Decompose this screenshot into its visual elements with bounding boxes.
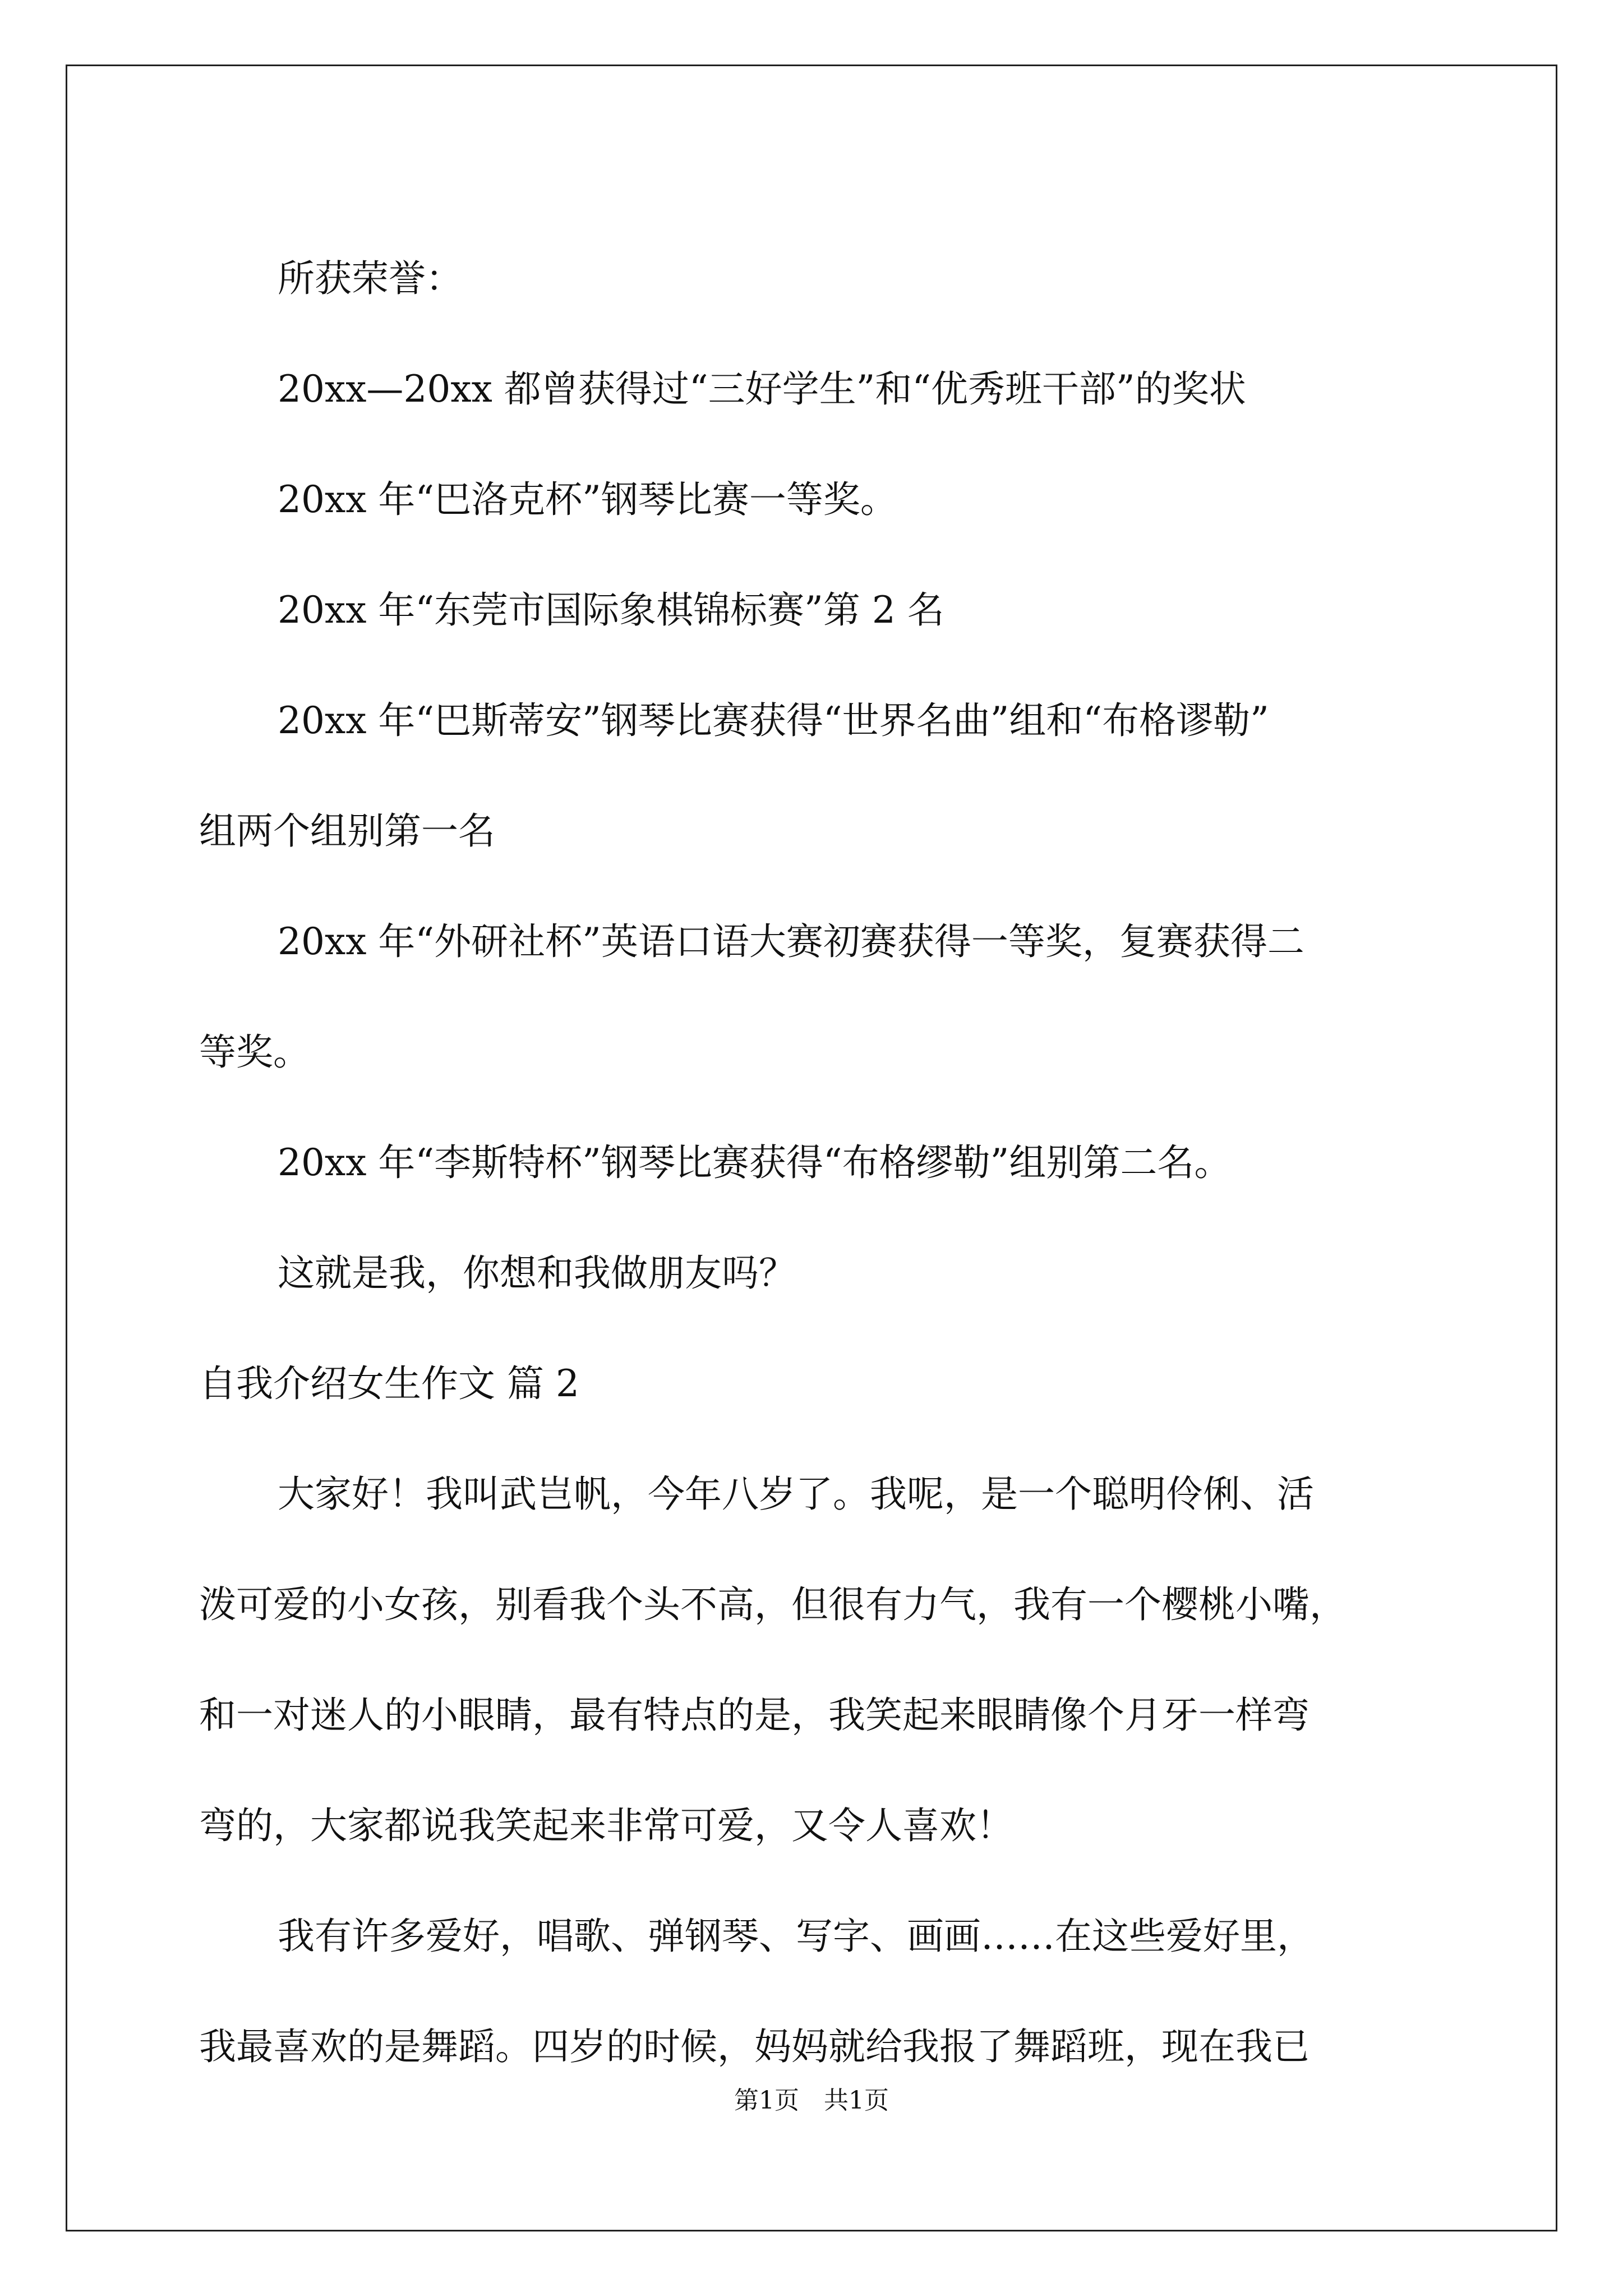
text-line: 20xx 年“巴洛克杯”钢琴比赛一等奖。 bbox=[278, 478, 897, 521]
page-footer: 第1页 共1页 bbox=[734, 2086, 889, 2115]
text-line: 我有许多爱好，唱歌、弹钢琴、写字、画画……在这些爱好里， bbox=[278, 1915, 1314, 1958]
text-line: 弯的，大家都说我笑起来非常可爱，又令人喜欢！ bbox=[199, 1804, 1013, 1847]
text-line: 大家好！我叫武岂帆，今年八岁了。我呢，是一个聪明伶俐、活 bbox=[278, 1473, 1314, 1516]
text-line: 组两个组别第一名 bbox=[199, 809, 495, 853]
text-line: 20xx 年“东莞市国际象棋锦标赛”第 2 名 bbox=[278, 588, 944, 632]
text-line: 20xx 年“李斯特杯”钢琴比赛获得“布格缪勒”组别第二名。 bbox=[278, 1141, 1232, 1184]
text-line: 等奖。 bbox=[199, 1030, 310, 1074]
text-line: 所获荣誉： bbox=[278, 257, 463, 300]
text-line: 我最喜欢的是舞蹈。四岁的时候，妈妈就给我报了舞蹈班，现在我已 bbox=[199, 2025, 1310, 2068]
text-line: 20xx 年“外研社杯”英语口语大赛初赛获得一等奖，复赛获得二 bbox=[278, 920, 1304, 963]
text-line: 泼可爱的小女孩，别看我个头不高，但很有力气，我有一个樱桃小嘴， bbox=[199, 1583, 1347, 1626]
text-line: 20xx 年“巴斯蒂安”钢琴比赛获得“世界名曲”组和“布格谬勒” bbox=[278, 699, 1269, 742]
text-line: 20xx—20xx 都曾获得过“三好学生”和“优秀班干部”的奖状 bbox=[278, 367, 1246, 411]
text-line: 这就是我，你想和我做朋友吗？ bbox=[278, 1251, 796, 1295]
text-line: 和一对迷人的小眼睛，最有特点的是，我笑起来眼睛像个月牙一样弯 bbox=[199, 1694, 1310, 1737]
document-body bbox=[199, 223, 1461, 2102]
section-heading: 自我介绍女生作文 篇 2 bbox=[199, 1362, 579, 1405]
